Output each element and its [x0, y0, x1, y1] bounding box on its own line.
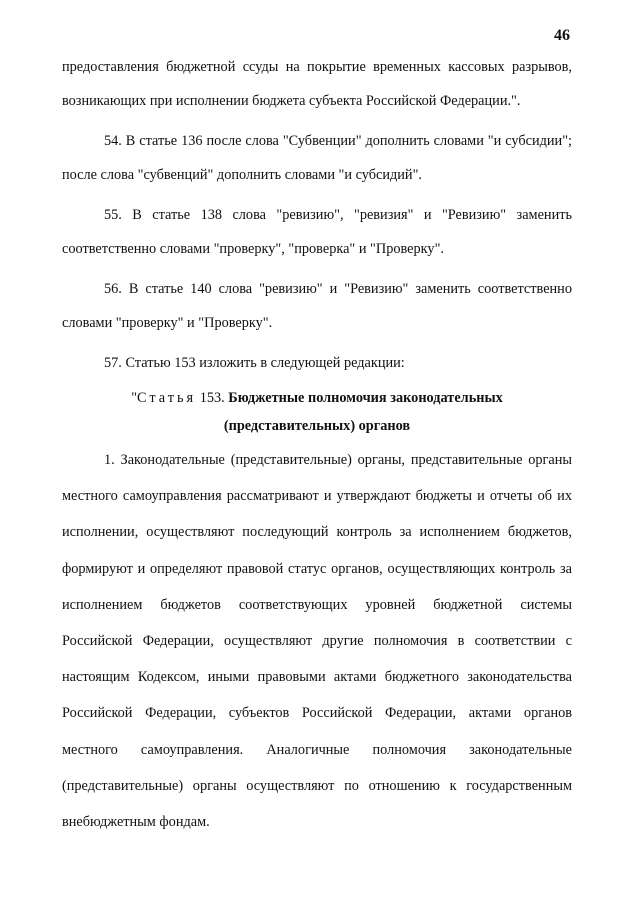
- item-56-paragraph: 56. В статье 140 слова "ревизию" и "Ревизию" заменить соответственно словами "проверку" и "Проверку".: [62, 281, 572, 331]
- article-number: 153.: [196, 390, 229, 406]
- item-54-paragraph: 54. В статье 136 после слова "Субвенции" дополнить словами "и субсидии"; после слова "субвенций" дополнить словами "и субсидий".: [62, 133, 572, 183]
- document-body: [62, 50, 572, 840]
- article-quote: ": [131, 390, 138, 406]
- item-57-paragraph: 57. Статью 153 изложить в следующей редакции:: [104, 355, 405, 371]
- article-title-line-2: (представительных) органов: [223, 418, 411, 434]
- item-55-paragraph: 55. В статье 138 слова "ревизию", "ревизия" и "Ревизию" заменить соответственно словами "проверку", "проверка" и "Проверку".: [62, 207, 572, 257]
- article-title-line-1: Бюджетные полномочия законодательных: [228, 390, 503, 406]
- article-heading-line-1: [62, 384, 572, 412]
- continuation-paragraph: предоставления бюджетной ссуды на покрытие временных кассовых разрывов, возникающих при исполнении бюджета субъекта Российской Федерации.".: [62, 59, 572, 109]
- article-word: Статья: [137, 390, 197, 406]
- article-heading: [62, 384, 572, 440]
- article-body-paragraph: 1. Законодательные (представительные) органы, представительные органы местного самоуправления рассматривают и утверждают бюджеты и отчеты об их исполнении, осуществляют последующий контроль за исполнением бюджетов, формируют и определяют правовой статус органов, осуществляющих контроль за исполнением бюджетов соответствующих уровней бюджетной системы Российской Федерации, осуществляют другие полномочия в соответствии с настоящим Кодексом, иными правовыми актами бюджетного законодательства Российской Федерации, субъектов Российской Федерации, актами органов местного самоуправления. Аналогичные полномочия законодательные (представительные) органы осуществляют по отношению к государственным внебюджетным фондам.: [62, 452, 572, 831]
- page-number: 46: [554, 27, 570, 44]
